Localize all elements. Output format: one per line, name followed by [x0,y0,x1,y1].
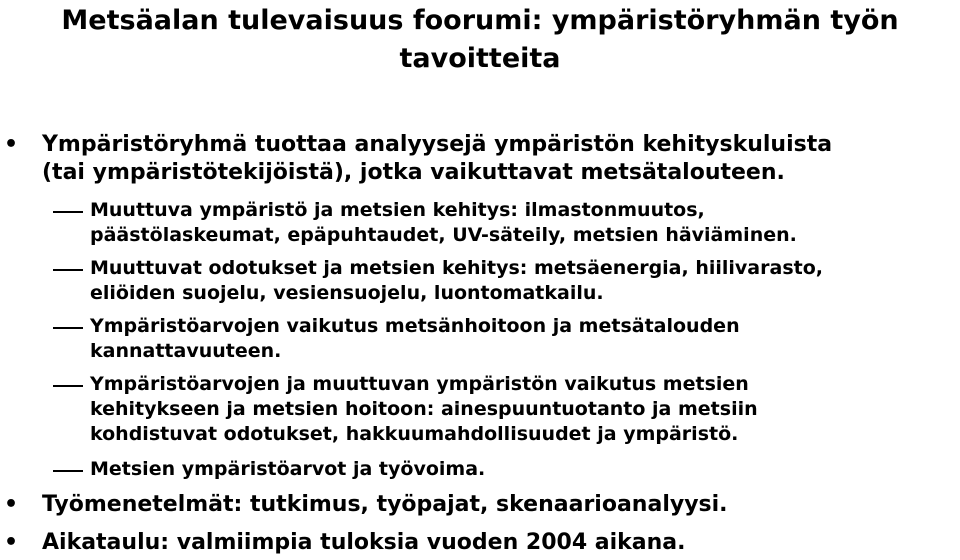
bullet-marker: • [4,530,19,555]
sub-5-line-1: Metsien ympäristöarvot ja työvoima. [90,458,486,480]
sub-2-line-2: eliöiden suojelu, vesiensuojelu, luontomatkailu. [90,282,604,304]
bullet-2-line-1: Työmenetelmät: tutkimus, työpajat, skenaarioanalyysi. [42,492,728,517]
slide-title [0,2,960,78]
sub-4-line-2: kehitykseen ja metsien hoitoon: ainespuuntuotanto ja metsiin [90,398,758,420]
sub-3-line-2: kannattavuuteen. [90,340,282,362]
title-line-1: Metsäalan tulevaisuus foorumi: ympäristöryhmän työn [61,5,899,36]
bullet-marker: • [4,492,19,517]
sub-4-line-1: Ympäristöarvojen ja muuttuvan ympäristön vaikutus metsien [90,373,749,395]
sub-4-line-3: kohdistuvat odotukset, hakkuumahdollisuudet ja ympäristö. [90,423,739,445]
sub-3-line-1: Ympäristöarvojen vaikutus metsänhoitoon ja metsätalouden [90,315,740,337]
sub-1-line-2: päästölaskeumat, epäpuhtaudet, UV-säteily, metsien häviäminen. [90,224,797,246]
dash-marker [53,470,83,472]
dash-marker [53,327,83,329]
bullet-1-line-2: (tai ympäristötekijöistä), jotka vaikuttavat metsätalouteen. [42,160,785,185]
title-line-2: tavoitteita [399,43,561,74]
bullet-1-line-1: Ympäristöryhmä tuottaa analyysejä ympäristön kehityskuluista [42,132,833,157]
dash-marker [53,211,83,213]
dash-marker [53,269,83,271]
bullet-marker: • [4,132,19,157]
sub-1-line-1: Muuttuva ympäristö ja metsien kehitys: ilmastonmuutos, [90,199,705,221]
dash-marker [53,385,83,387]
bullet-3-line-1: Aikataulu: valmiimpia tuloksia vuoden 2004 aikana. [42,530,686,555]
sub-2-line-1: Muuttuvat odotukset ja metsien kehitys: metsäenergia, hiilivarasto, [90,257,823,279]
